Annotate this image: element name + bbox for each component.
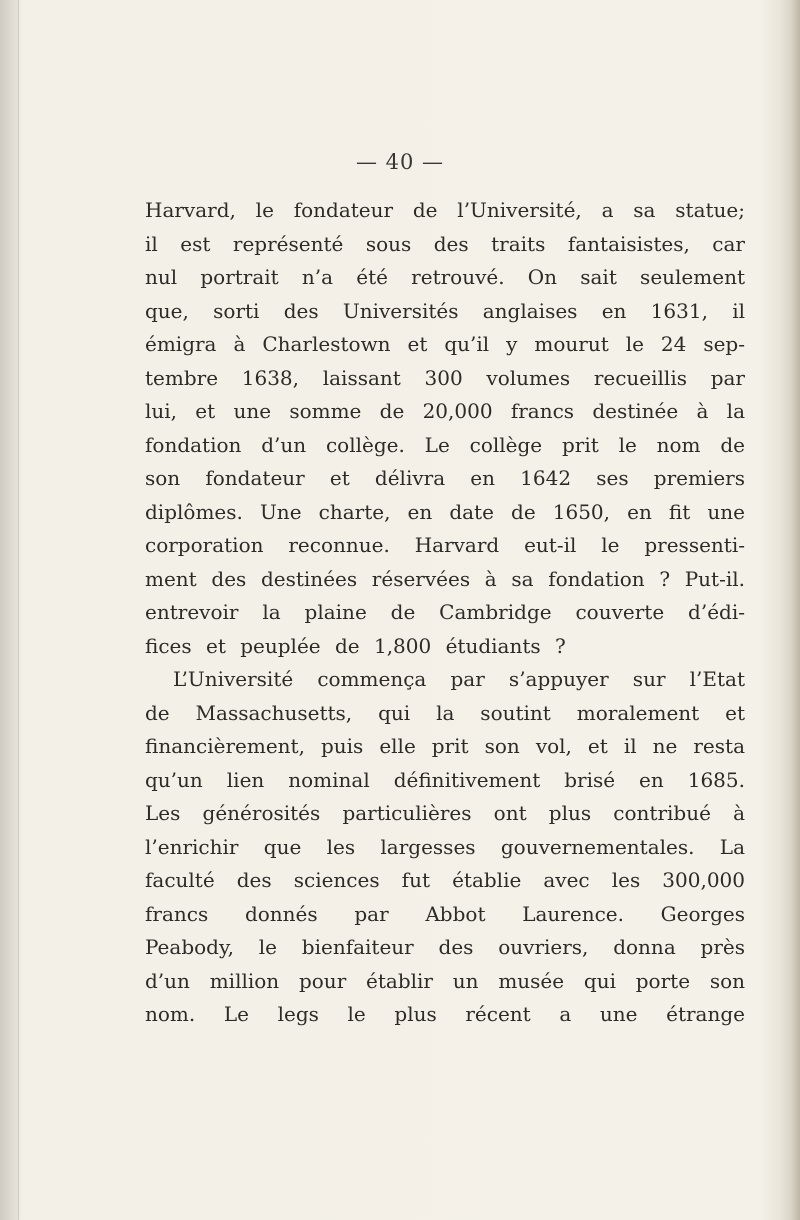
text-line: d’un million pour établir un musée qui porte son [145, 968, 745, 993]
text-line: qu’un lien nominal définitivement brisé en 1685. [145, 767, 745, 792]
page-number: — 40 — [355, 150, 445, 174]
text-line: L’Université commença par s’appuyer sur l’Etat [173, 667, 745, 691]
text-line: il est représenté sous des traits fantaisistes, car [145, 231, 745, 256]
text-line: tembre 1638, laissant 300 volumes recueillis par [145, 365, 745, 390]
text-line: de Massachusetts, qui la soutint moralement et [145, 700, 745, 725]
text-line: l’enrichir que les largesses gouvernementales. La [145, 834, 745, 859]
text-line: son fondateur et délivra en 1642 ses premiers [145, 466, 745, 490]
text-line: Peabody, le bienfaiteur des ouvriers, donna près [145, 935, 745, 959]
text-line: entrevoir la plaine de Cambridge couverte d’édi- [145, 600, 745, 624]
text-line: nul portrait n’a été retrouvé. On sait seulement [145, 265, 745, 289]
text-line: émigra à Charlestown et qu’il y mourut le 24 sep- [145, 332, 745, 356]
text-line: lui, et une somme de 20,000 francs destinée à la [145, 399, 745, 423]
text-line: fices et peuplée de 1,800 étudiants ? [145, 633, 566, 658]
text-line: que, sorti des Universités anglaises en 1631, il [145, 298, 745, 323]
text-line: Les générosités particulières ont plus contribué à [145, 801, 745, 825]
text-line: Harvard, le fondateur de l’Université, a sa statue; [145, 198, 745, 222]
binding-gutter [0, 0, 19, 1220]
text-line: ment des destinées réservées à sa fondation ? Put-il. [145, 566, 745, 591]
text-line: nom. Le legs le plus récent a une étrange [145, 1002, 745, 1026]
text-line: fondation d’un collège. Le collège prit le nom de [145, 432, 745, 457]
text-line: francs donnés par Abbot Laurence. Georges [145, 901, 745, 926]
text-line: corporation reconnue. Harvard eut-il le pressenti- [145, 533, 745, 557]
text-line: financièrement, puis elle prit son vol, et il ne resta [145, 734, 745, 758]
body-text [145, 194, 745, 1032]
text-line: diplômes. Une charte, en date de 1650, en fit une [145, 499, 745, 524]
page-edge [790, 0, 800, 1220]
text-line: faculté des sciences fut établie avec les 300,000 [145, 868, 745, 892]
